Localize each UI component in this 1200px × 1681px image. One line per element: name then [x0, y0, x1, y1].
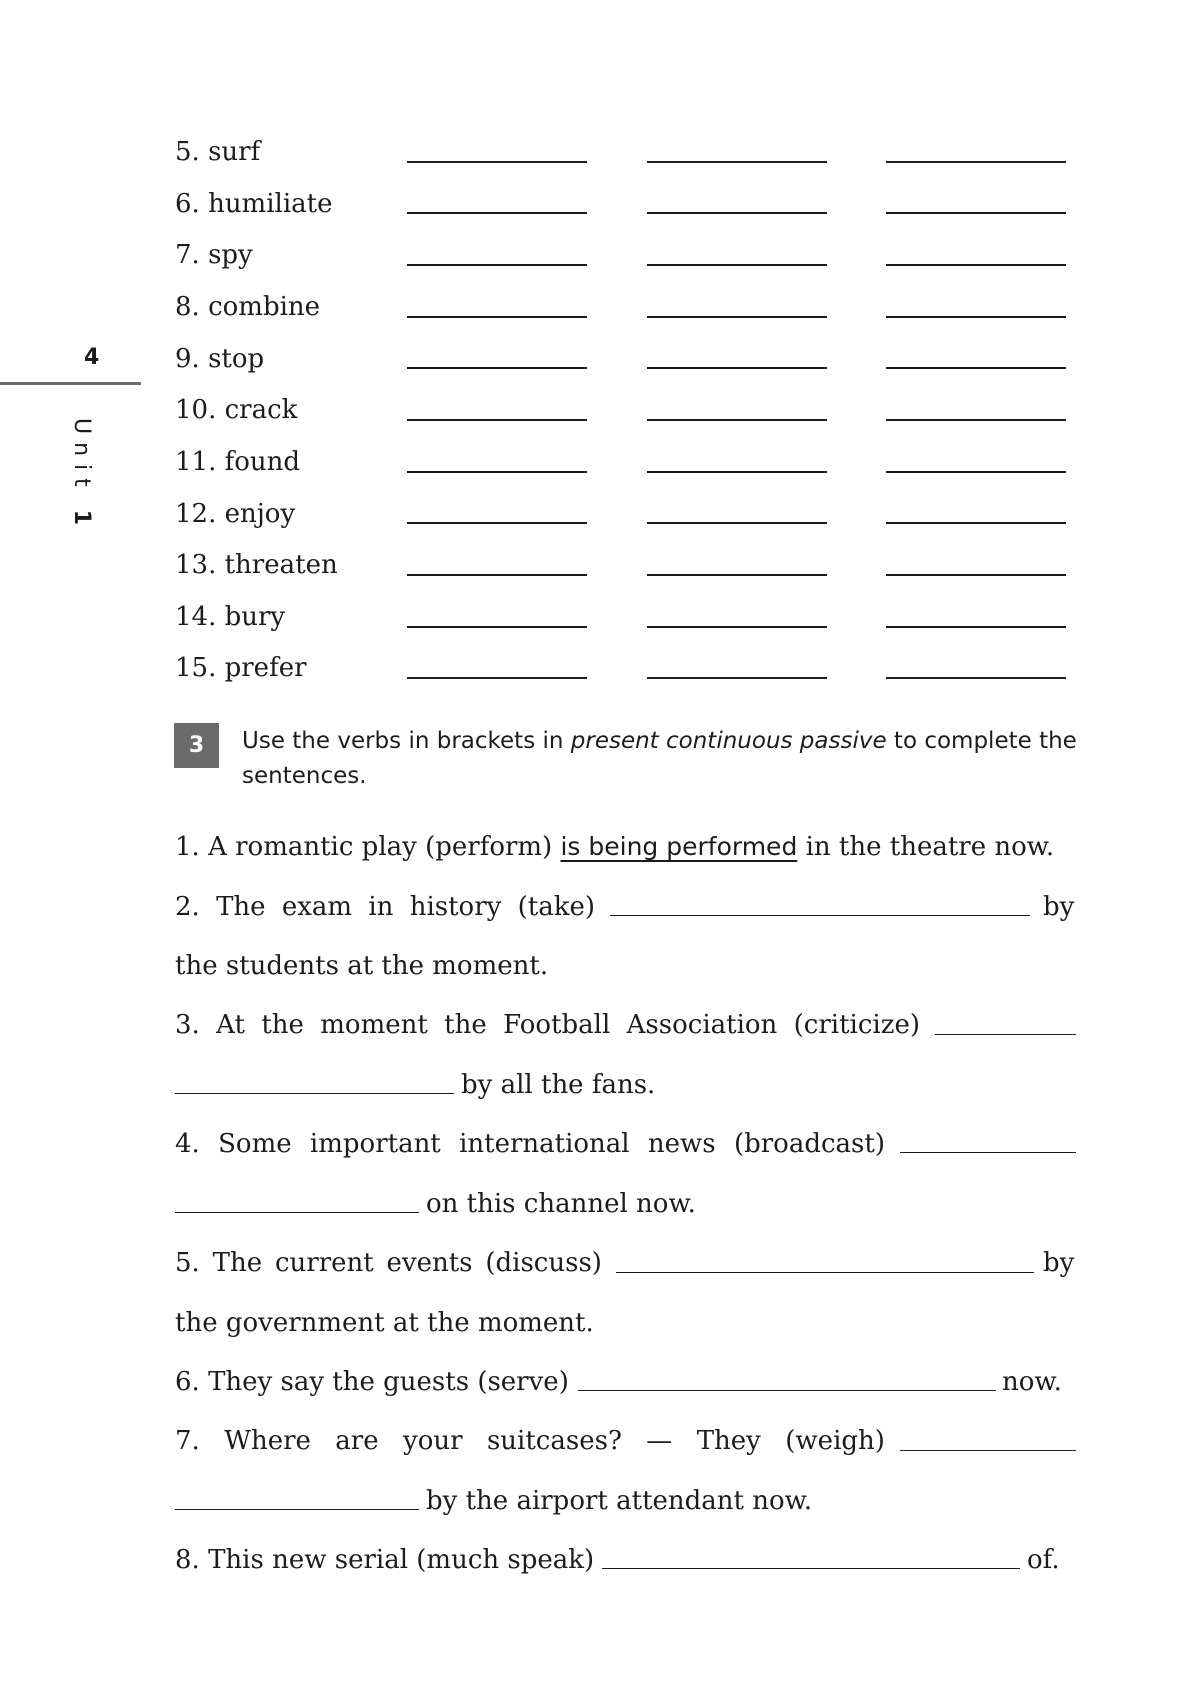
word: 4. — [175, 1129, 200, 1159]
answer-blank[interactable] — [886, 522, 1066, 524]
word: 5. — [175, 1248, 200, 1278]
word: 3. — [175, 1010, 200, 1040]
answer-blank[interactable] — [647, 212, 827, 214]
example-answer: is being performed — [560, 832, 798, 861]
word: (criticize) — [793, 1010, 920, 1040]
word: They — [696, 1426, 761, 1456]
unit-number: 1 — [69, 509, 94, 534]
answer-blank[interactable] — [886, 316, 1066, 318]
answer-blank[interactable] — [407, 522, 587, 524]
word: suitcases? — [486, 1426, 622, 1456]
word: (weigh) — [785, 1426, 885, 1456]
answer-blank[interactable] — [175, 1509, 419, 1510]
answer-blank[interactable] — [407, 574, 587, 576]
word: international — [459, 1129, 630, 1159]
answer-blank[interactable] — [886, 212, 1066, 214]
word: moment — [320, 1010, 428, 1040]
answer-blank[interactable] — [647, 264, 827, 266]
instruction-emphasis: present continuous passive — [570, 728, 887, 754]
word-item: 13. threaten — [175, 550, 338, 580]
instruction-text: Use the verbs in brackets in — [242, 728, 571, 754]
word-item: 11. found — [175, 447, 301, 477]
word: (broadcast) — [733, 1129, 885, 1159]
answer-blank[interactable] — [610, 915, 1030, 916]
word: At — [216, 1010, 245, 1040]
word: important — [309, 1129, 441, 1159]
word: in — [368, 892, 394, 922]
word-item: 7. spy — [175, 240, 253, 270]
answer-blank[interactable] — [407, 212, 587, 214]
answer-blank[interactable] — [407, 626, 587, 628]
answer-blank[interactable] — [900, 1152, 1076, 1153]
word-item: 6. humiliate — [175, 189, 333, 219]
answer-blank[interactable] — [175, 1093, 454, 1094]
word: 7. — [175, 1426, 200, 1456]
word-item: 8. combine — [175, 292, 321, 322]
sentence-text: of. — [1027, 1545, 1060, 1575]
answer-blank[interactable] — [647, 316, 827, 318]
unit-label — [69, 418, 94, 533]
sentence-1 — [175, 834, 1054, 860]
answer-blank[interactable] — [935, 1034, 1076, 1035]
sentence-continuation: on this channel now. — [426, 1189, 696, 1219]
sentence-8: 8. This new serial (much speak) — [175, 1545, 595, 1575]
word-item: 9. stop — [175, 344, 265, 374]
answer-blank[interactable] — [647, 419, 827, 421]
word: the — [261, 1010, 304, 1040]
word: Some — [218, 1129, 292, 1159]
sentence-2 — [175, 894, 595, 920]
margin-rule — [0, 382, 141, 385]
exercise-number-badge: 3 — [174, 723, 219, 768]
word: Association — [626, 1010, 778, 1040]
sentence-continuation: by the airport attendant now. — [426, 1486, 813, 1516]
word-item: 5. surf — [175, 137, 261, 167]
word: Where — [224, 1426, 311, 1456]
word: 2. — [175, 892, 200, 922]
word: history — [409, 892, 502, 922]
answer-blank[interactable] — [886, 161, 1066, 163]
answer-blank[interactable] — [407, 264, 587, 266]
sentence-text: now. — [1002, 1367, 1062, 1397]
sentence-text: in the theatre now. — [805, 832, 1055, 862]
answer-blank[interactable] — [647, 161, 827, 163]
sentence-text: by — [1043, 1248, 1075, 1278]
answer-blank[interactable] — [647, 677, 827, 679]
sentence-7 — [175, 1428, 885, 1454]
sentence-continuation: the students at the moment. — [175, 951, 549, 981]
word: — — [646, 1426, 673, 1456]
exercise-instructions — [242, 724, 1082, 794]
word: exam — [281, 892, 353, 922]
answer-blank[interactable] — [886, 367, 1066, 369]
word: news — [647, 1129, 716, 1159]
sentence-text: 1. A romantic play (perform) — [175, 832, 553, 862]
answer-blank[interactable] — [407, 677, 587, 679]
answer-blank[interactable] — [886, 419, 1066, 421]
answer-blank[interactable] — [407, 316, 587, 318]
word: are — [335, 1426, 379, 1456]
answer-blank[interactable] — [886, 677, 1066, 679]
answer-blank[interactable] — [647, 522, 827, 524]
answer-blank[interactable] — [407, 419, 587, 421]
word: The — [212, 1248, 263, 1278]
answer-blank[interactable] — [647, 471, 827, 473]
answer-blank[interactable] — [616, 1272, 1034, 1273]
word: events — [386, 1248, 473, 1278]
answer-blank[interactable] — [175, 1212, 419, 1213]
sentence-continuation: by all the fans. — [461, 1070, 656, 1100]
word: the — [444, 1010, 487, 1040]
answer-blank[interactable] — [407, 367, 587, 369]
word: current — [274, 1248, 374, 1278]
word: The — [216, 892, 266, 922]
answer-blank[interactable] — [407, 471, 587, 473]
answer-blank[interactable] — [602, 1568, 1020, 1569]
sentence-text: by — [1043, 892, 1075, 922]
answer-blank[interactable] — [900, 1450, 1076, 1451]
instruction-text-end: to complete the sentences. — [242, 728, 1077, 789]
word: (discuss) — [485, 1248, 602, 1278]
word-item: 14. bury — [175, 602, 286, 632]
word: your — [403, 1426, 463, 1456]
sentence-6: 6. They say the guests (serve) — [175, 1367, 569, 1397]
word-item: 12. enjoy — [175, 499, 296, 529]
unit-word: Unit — [69, 418, 94, 495]
sentence-5 — [175, 1250, 602, 1276]
answer-blank[interactable] — [647, 367, 827, 369]
sentence-3 — [175, 1012, 920, 1038]
sentence-4 — [175, 1131, 885, 1157]
page-number: 4 — [84, 345, 100, 370]
word-item: 10. crack — [175, 395, 298, 425]
sentence-continuation: the government at the moment. — [175, 1308, 594, 1338]
answer-blank[interactable] — [407, 161, 587, 163]
answer-blank[interactable] — [886, 574, 1066, 576]
word-item: 15. prefer — [175, 653, 307, 683]
word: Football — [503, 1010, 611, 1040]
answer-blank[interactable] — [578, 1390, 996, 1391]
answer-blank[interactable] — [886, 264, 1066, 266]
word: (take) — [517, 892, 595, 922]
answer-blank[interactable] — [886, 471, 1066, 473]
answer-blank[interactable] — [647, 574, 827, 576]
answer-blank[interactable] — [647, 626, 827, 628]
answer-blank[interactable] — [886, 626, 1066, 628]
